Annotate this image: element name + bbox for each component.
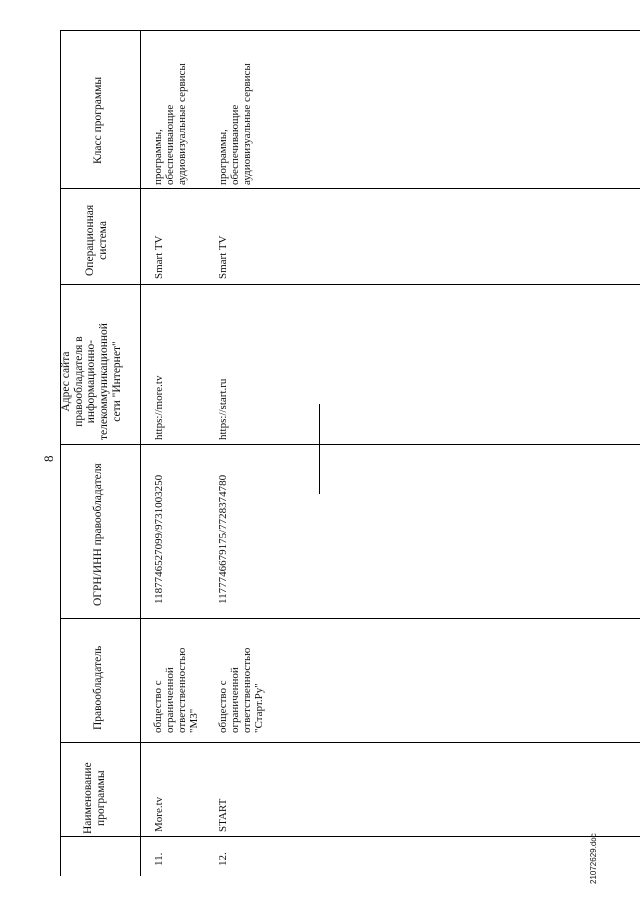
col-sep-os-site [60,284,640,285]
row-11-class: программы, обеспечивающие аудиовизуальные сервисы [152,63,189,185]
row-11-site: https://more.tv [153,375,165,440]
row-12-number: 12. [217,852,229,866]
row-11-ogrn: 1187746527099/9731003250 [153,474,165,604]
col-sep-site-ogrn [60,444,640,445]
col-sep-name-number [60,836,640,837]
page-number: 8 [41,455,56,462]
header-class: Класс программы [92,76,104,164]
header-ogrn: ОГРН/ИНН правообладателя [92,463,104,606]
row-11-name: More.tv [153,796,165,832]
header-name: Наименование программы [82,762,107,834]
row-11-holder: общество с ограниченной ответственностью "М3" [152,647,201,733]
row-12-holder: общество с ограниченной ответственностью "Старт.Ру" [217,647,266,733]
col-sep-class-os [60,188,640,189]
row-12-class: программы, обеспечивающие аудиовизуальные сервисы [217,63,254,185]
row-11-os: Smart TV [153,235,165,279]
table-border-left [60,30,61,876]
row-12-site: https://start.ru [217,378,229,440]
header-os: Операционная система [84,204,109,276]
end-of-document-line [319,404,320,494]
header-holder: Правообладатель [92,645,104,730]
row-12-ogrn: 1177746679175/7728374780 [217,474,229,604]
header-site: Адрес сайта правообладателя в информационно- телекоммуникационной сети "Интернет" [60,323,123,440]
header-separator [140,30,141,876]
row-12-name: START [217,798,229,832]
doc-footer: 21072629.doc [589,833,598,884]
row-12-os: Smart TV [217,235,229,279]
col-sep-ogrn-holder [60,618,640,619]
row-11-number: 11. [153,852,165,866]
col-sep-holder-name [60,742,640,743]
table-border-top [60,30,640,31]
